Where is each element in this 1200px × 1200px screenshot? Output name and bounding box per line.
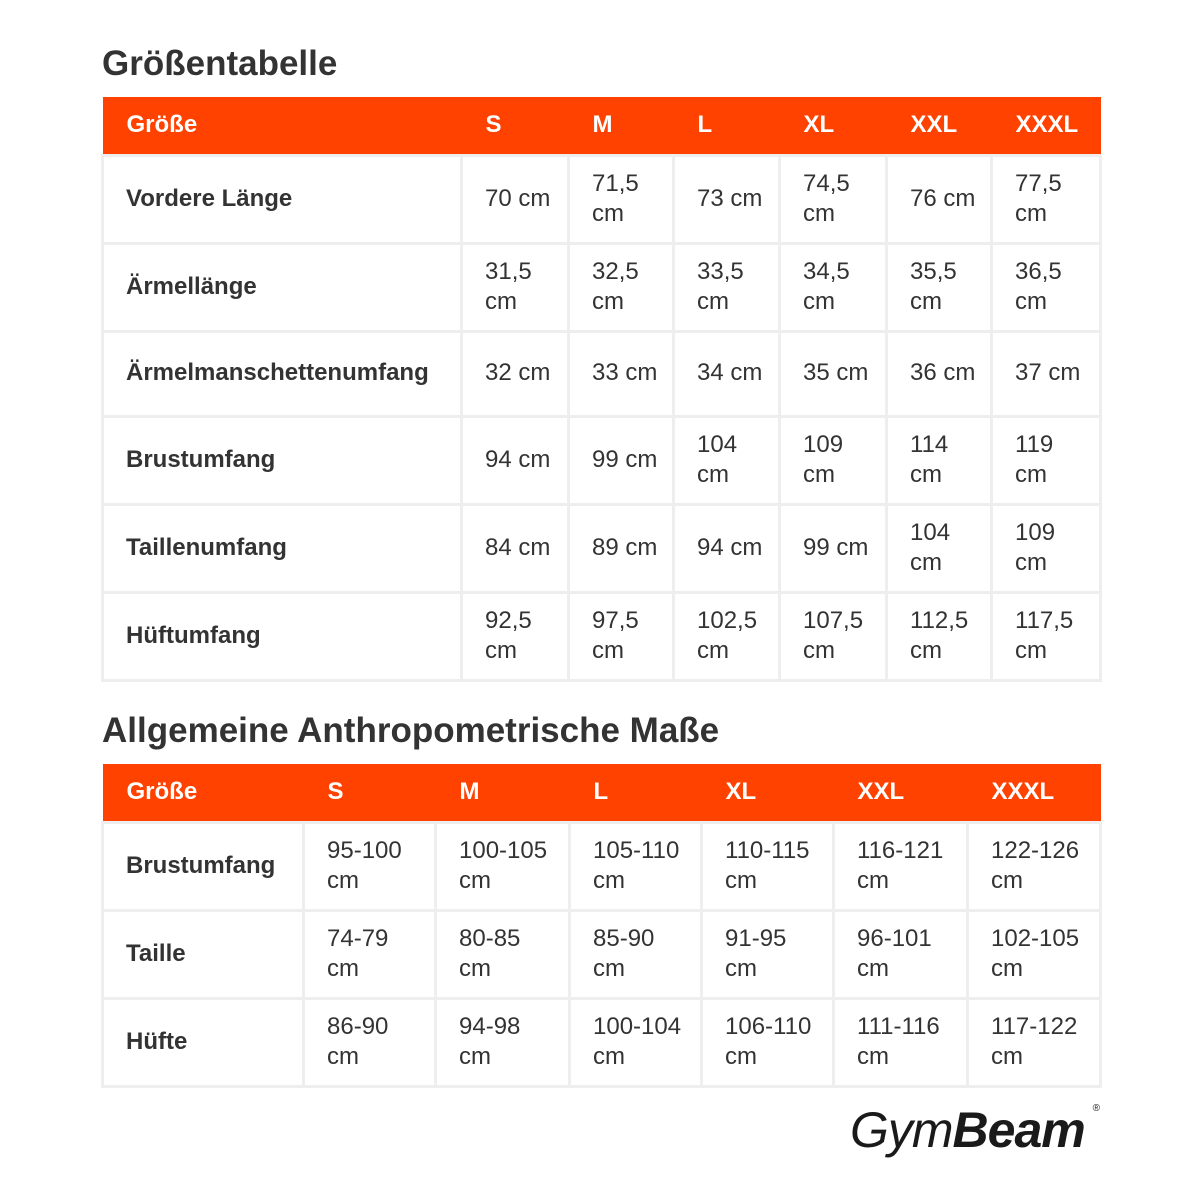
table-cell bbox=[569, 243, 674, 331]
table-cell bbox=[462, 155, 569, 243]
header-cell-xxl: XXL bbox=[834, 764, 968, 822]
cell-value: 99 cm bbox=[592, 445, 658, 473]
table-cell bbox=[674, 155, 780, 243]
table-cell bbox=[674, 592, 780, 680]
cell-value: 122-126 cm bbox=[991, 836, 1080, 894]
table-cell bbox=[834, 910, 968, 998]
cell-value: 31,5 cm bbox=[485, 257, 532, 315]
table-cell bbox=[992, 416, 1101, 504]
header-cell-s: S bbox=[462, 97, 569, 155]
row-label: Vordere Länge bbox=[103, 155, 462, 243]
header-cell-xl: XL bbox=[702, 764, 834, 822]
table-cell bbox=[462, 504, 569, 592]
cell-value: 74,5 cm bbox=[803, 169, 850, 227]
cell-value: 100-105 cm bbox=[459, 836, 548, 894]
table-row bbox=[103, 243, 1101, 331]
cell-value: 85-90 cm bbox=[593, 924, 655, 982]
cell-value: 92,5 cm bbox=[485, 606, 532, 664]
logo-part-beam: Beam bbox=[952, 1102, 1085, 1158]
table-cell bbox=[992, 331, 1101, 416]
cell-value: 35,5 cm bbox=[910, 257, 957, 315]
row-label: Hüfte bbox=[103, 998, 304, 1086]
cell-value: 94-98 cm bbox=[459, 1012, 521, 1070]
size-chart-title: Größentabelle bbox=[102, 44, 338, 83]
header-cell-l: L bbox=[674, 97, 780, 155]
table-header-row bbox=[103, 764, 1101, 822]
table-header-row bbox=[103, 97, 1101, 155]
cell-value: 34,5 cm bbox=[803, 257, 850, 315]
header-cell-m: M bbox=[569, 97, 674, 155]
cell-value: 32,5 cm bbox=[592, 257, 639, 315]
table-cell bbox=[304, 822, 436, 910]
cell-value: 106-110 cm bbox=[725, 1012, 812, 1070]
table-cell bbox=[436, 910, 570, 998]
size-chart-table bbox=[101, 97, 1102, 682]
table-cell bbox=[992, 243, 1101, 331]
cell-value: 80-85 cm bbox=[459, 924, 521, 982]
header-cell-l: L bbox=[570, 764, 702, 822]
table-cell bbox=[968, 998, 1101, 1086]
cell-value: 33 cm bbox=[592, 359, 658, 386]
header-cell-size: Größe bbox=[103, 764, 304, 822]
cell-value: 99 cm bbox=[803, 533, 869, 561]
cell-value: 109 cm bbox=[1015, 518, 1056, 576]
cell-value: 110-115 cm bbox=[725, 836, 810, 894]
table-cell bbox=[780, 416, 887, 504]
table-cell bbox=[304, 910, 436, 998]
cell-value: 94 cm bbox=[485, 445, 551, 473]
anthropometric-table bbox=[101, 764, 1102, 1088]
table-row bbox=[103, 155, 1101, 243]
table-cell bbox=[887, 504, 992, 592]
table-cell bbox=[569, 155, 674, 243]
table-cell bbox=[968, 910, 1101, 998]
cell-value: 73 cm bbox=[697, 184, 763, 212]
header-cell-xl: XL bbox=[780, 97, 887, 155]
table-cell bbox=[436, 998, 570, 1086]
cell-value: 33,5 cm bbox=[697, 257, 744, 315]
table-cell bbox=[887, 155, 992, 243]
row-label: Taillenumfang bbox=[103, 504, 462, 592]
cell-value: 117,5 cm bbox=[1015, 606, 1074, 664]
cell-value: 95-100 cm bbox=[327, 836, 402, 894]
anthropometric-title: Allgemeine Anthropometrische Maße bbox=[102, 711, 720, 750]
row-label: Brustumfang bbox=[103, 416, 462, 504]
cell-value: 37 cm bbox=[1015, 359, 1081, 386]
table-cell bbox=[887, 416, 992, 504]
cell-value: 104 cm bbox=[697, 430, 738, 488]
cell-value: 100-104 cm bbox=[593, 1012, 682, 1070]
table-cell bbox=[674, 243, 780, 331]
cell-value: 116-121 cm bbox=[857, 836, 944, 894]
table-cell bbox=[887, 331, 992, 416]
table-row bbox=[103, 592, 1101, 680]
cell-value: 74-79 cm bbox=[327, 924, 389, 982]
cell-value: 71,5 cm bbox=[592, 169, 639, 227]
cell-value: 117-122 cm bbox=[991, 1012, 1078, 1070]
cell-value: 114 cm bbox=[910, 430, 949, 488]
header-cell-xxxl: XXXL bbox=[968, 764, 1101, 822]
table-cell bbox=[702, 822, 834, 910]
cell-value: 34 cm bbox=[697, 359, 763, 386]
table-cell bbox=[780, 592, 887, 680]
header-cell-size: Größe bbox=[103, 97, 462, 155]
header-cell-xxl: XXL bbox=[887, 97, 992, 155]
table-cell bbox=[780, 331, 887, 416]
registered-mark: ® bbox=[1092, 1103, 1100, 1114]
cell-value: 94 cm bbox=[697, 533, 763, 561]
cell-value: 112,5 cm bbox=[910, 606, 969, 664]
row-label: Ärmelmanschettenumfang bbox=[103, 331, 462, 416]
cell-value: 107,5 cm bbox=[803, 606, 864, 664]
cell-value: 97,5 cm bbox=[592, 606, 639, 664]
gymbeam-logo bbox=[850, 1100, 1100, 1160]
header-cell-xxxl: XXXL bbox=[992, 97, 1101, 155]
table-row bbox=[103, 822, 1101, 910]
table-cell bbox=[992, 155, 1101, 243]
table-row bbox=[103, 504, 1101, 592]
cell-value: 109 cm bbox=[803, 430, 844, 488]
cell-value: 84 cm bbox=[485, 533, 551, 561]
table-cell bbox=[780, 155, 887, 243]
table-cell bbox=[570, 910, 702, 998]
logo-part-gym: Gym bbox=[850, 1102, 953, 1158]
cell-value: 104 cm bbox=[910, 518, 951, 576]
cell-value: 70 cm bbox=[485, 184, 551, 212]
cell-value: 36 cm bbox=[910, 359, 976, 386]
table-cell bbox=[462, 416, 569, 504]
table-cell bbox=[570, 998, 702, 1086]
table-cell bbox=[462, 592, 569, 680]
table-cell bbox=[702, 910, 834, 998]
table-cell bbox=[968, 822, 1101, 910]
cell-value: 91-95 cm bbox=[725, 924, 787, 982]
cell-value: 77,5 cm bbox=[1015, 169, 1062, 227]
row-label: Ärmellänge bbox=[103, 243, 462, 331]
cell-value: 105-110 cm bbox=[593, 836, 680, 894]
cell-value: 102-105 cm bbox=[991, 924, 1080, 982]
cell-value: 102,5 cm bbox=[697, 606, 758, 664]
table-cell bbox=[436, 822, 570, 910]
cell-value: 36,5 cm bbox=[1015, 257, 1062, 315]
cell-value: 35 cm bbox=[803, 359, 869, 386]
table-cell bbox=[780, 243, 887, 331]
table-cell bbox=[992, 504, 1101, 592]
table-cell bbox=[780, 504, 887, 592]
cell-value: 86-90 cm bbox=[327, 1012, 389, 1070]
table-cell bbox=[570, 822, 702, 910]
table-row bbox=[103, 910, 1101, 998]
table-cell bbox=[674, 331, 780, 416]
row-label: Hüftumfang bbox=[103, 592, 462, 680]
table-row bbox=[103, 331, 1101, 416]
table-cell bbox=[702, 998, 834, 1086]
header-cell-s: S bbox=[304, 764, 436, 822]
table-cell bbox=[304, 998, 436, 1086]
table-cell bbox=[569, 331, 674, 416]
cell-value: 89 cm bbox=[592, 533, 658, 561]
table-cell bbox=[834, 822, 968, 910]
table-cell bbox=[992, 592, 1101, 680]
cell-value: 111-116 cm bbox=[857, 1012, 940, 1070]
table-cell bbox=[674, 504, 780, 592]
cell-value: 76 cm bbox=[910, 184, 976, 212]
table-cell bbox=[569, 504, 674, 592]
table-cell bbox=[887, 592, 992, 680]
cell-value: 96-101 cm bbox=[857, 924, 932, 982]
cell-value: 119 cm bbox=[1015, 430, 1054, 488]
cell-value: 32 cm bbox=[485, 359, 551, 386]
table-cell bbox=[569, 416, 674, 504]
table-row bbox=[103, 998, 1101, 1086]
table-cell bbox=[674, 416, 780, 504]
table-cell bbox=[462, 331, 569, 416]
row-label: Taille bbox=[103, 910, 304, 998]
table-cell bbox=[887, 243, 992, 331]
table-cell bbox=[462, 243, 569, 331]
table-row bbox=[103, 416, 1101, 504]
row-label: Brustumfang bbox=[103, 822, 304, 910]
header-cell-m: M bbox=[436, 764, 570, 822]
table-cell bbox=[569, 592, 674, 680]
table-cell bbox=[834, 998, 968, 1086]
